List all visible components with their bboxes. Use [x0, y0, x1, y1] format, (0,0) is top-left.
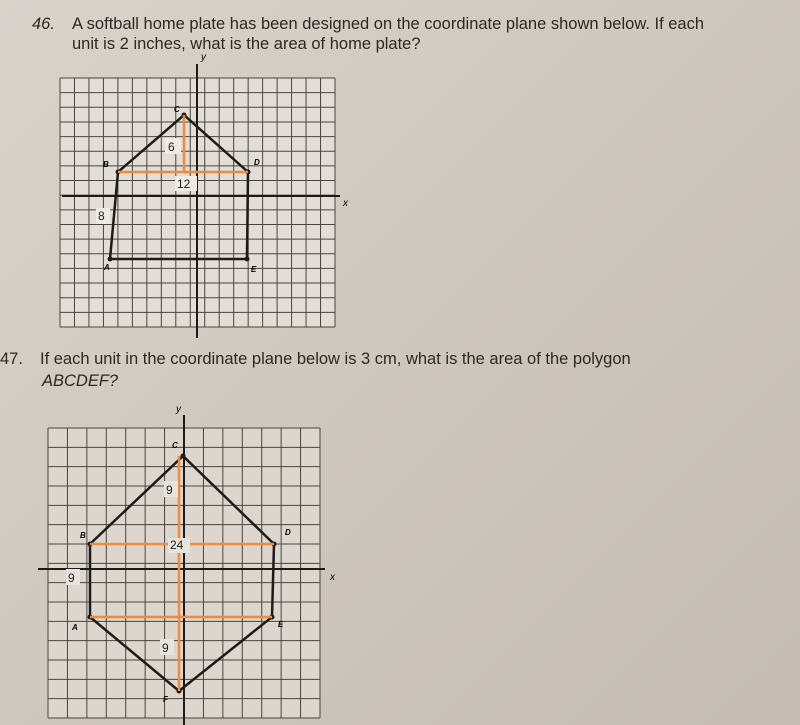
- annotation-47-top-label: 9: [166, 483, 173, 497]
- x-axis-label-46: x: [343, 198, 348, 209]
- point-47-C: [181, 454, 186, 459]
- point-46-E: [245, 257, 250, 262]
- annotation-47-side-label: 9: [68, 571, 75, 585]
- annotation-46-height-label: 6: [168, 140, 175, 154]
- label-47-B: B: [80, 531, 86, 540]
- label-47-D: D: [285, 528, 291, 537]
- annotation-47-bottom-label: 9: [162, 641, 169, 655]
- figure-46: [60, 52, 349, 338]
- label-47-C: C: [172, 441, 178, 450]
- x-axis-label-47: x: [330, 572, 335, 583]
- figure-47: [38, 404, 336, 725]
- question-47-text-line1: If each unit in the coordinate plane below is 3 cm, what is the area of the polygon: [40, 350, 631, 368]
- question-47-text-line2: ABCDEF?: [42, 372, 119, 390]
- label-46-B: B: [103, 160, 109, 169]
- label-46-C: C: [174, 105, 180, 114]
- y-axis-label-47: y: [176, 404, 181, 415]
- point-46-A: [108, 257, 113, 262]
- annotation-46-width-label: 12: [177, 177, 191, 191]
- label-46-E: E: [251, 265, 257, 274]
- question-46-number: 46.: [32, 15, 55, 33]
- label-47-E: E: [278, 620, 284, 629]
- label-46-D: D: [254, 158, 260, 167]
- y-axis-label-46: y: [201, 52, 206, 63]
- label-47-A: A: [72, 623, 78, 632]
- question-46-text-line2: unit is 2 inches, what is the area of home plate?: [72, 35, 421, 53]
- question-47-number: 47.: [0, 350, 23, 368]
- label-47-F: F: [163, 695, 168, 704]
- question-46-text-line1: A softball home plate has been designed on the coordinate plane shown below. If each: [72, 15, 705, 33]
- annotation-47-width-label: 24: [170, 538, 184, 552]
- label-46-A: A: [104, 263, 110, 272]
- annotation-46-side-label: 8: [98, 209, 105, 223]
